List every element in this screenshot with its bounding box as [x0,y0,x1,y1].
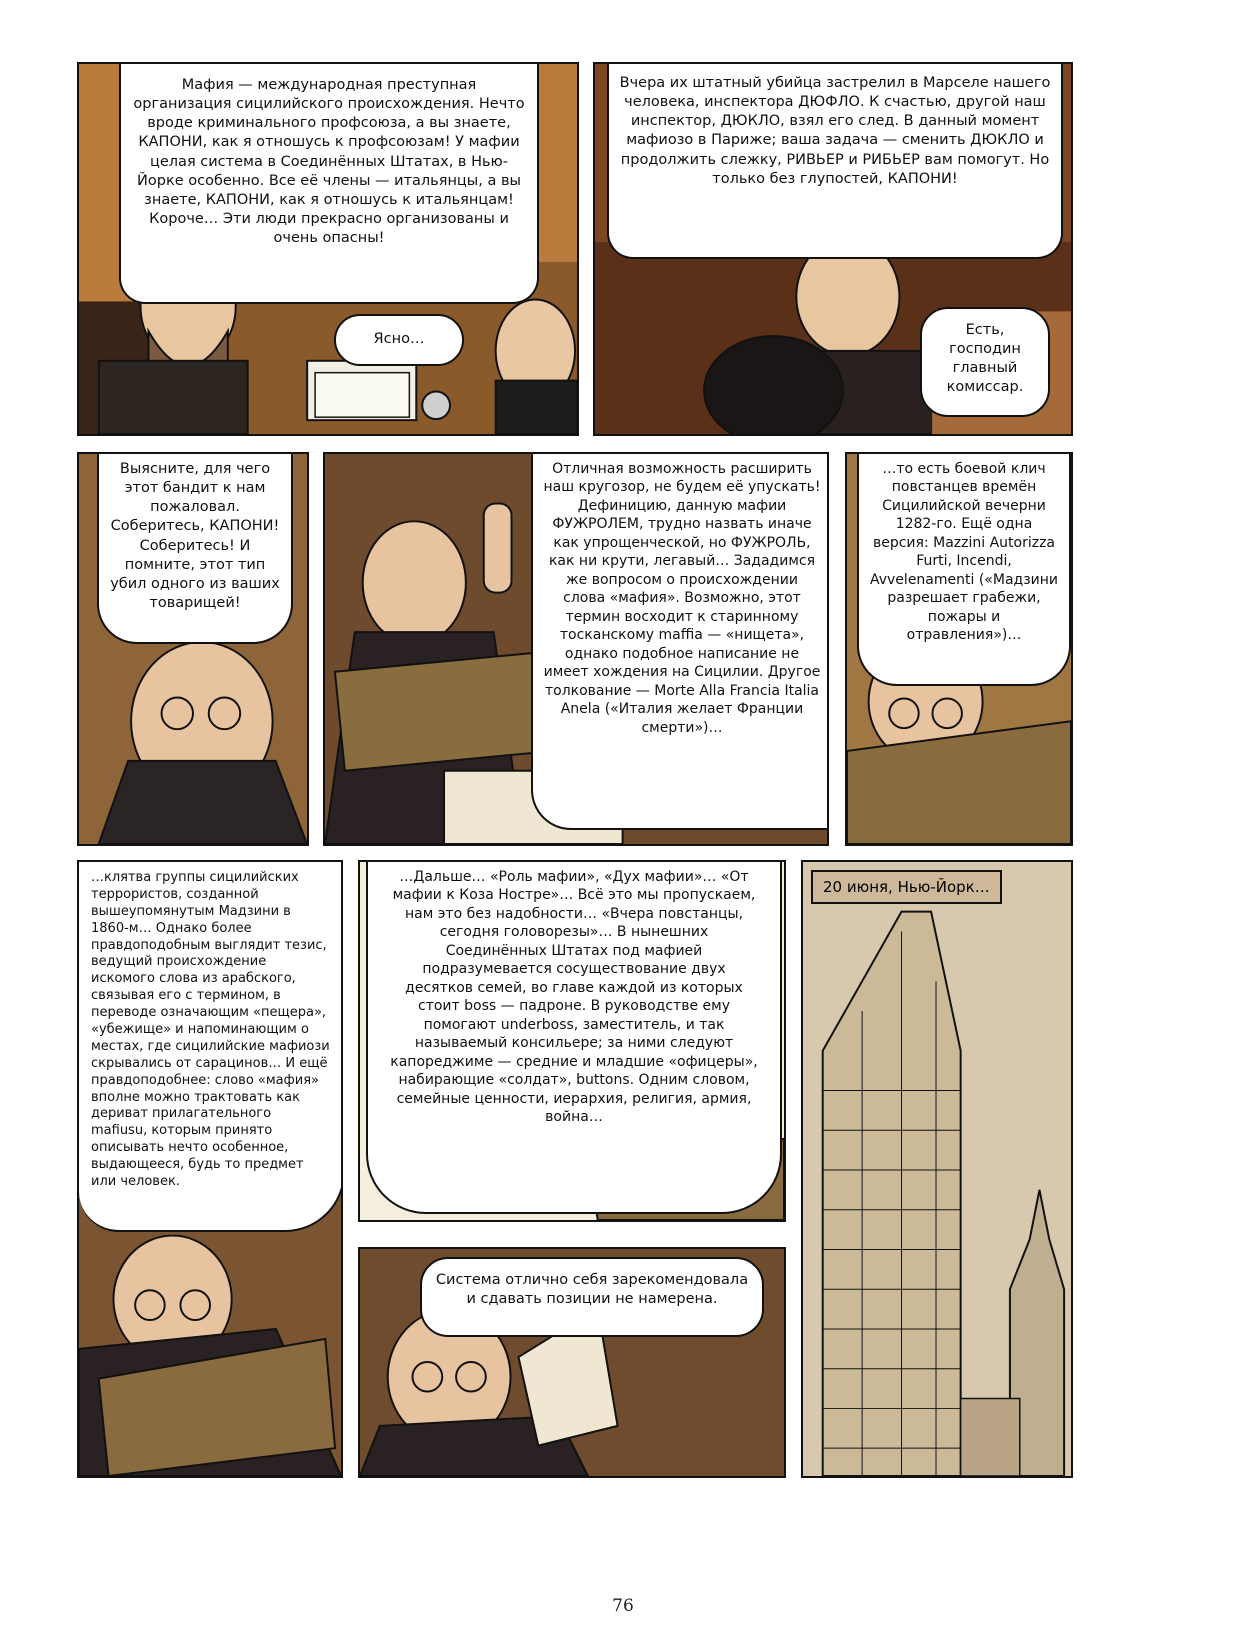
panel-5-speech-main: …то есть боевой клич повстанцев времён Сицилийской вечерни 1282-го. Ещё одна версия: Mazzini Autorizza Furti, Incendi, Avvelenamenti («Мадзини разрешает грабежи, пожары и отравления»)… [857,454,1071,686]
panel-6 [77,860,343,1478]
panel-9-art [803,862,1071,1476]
panel-7-speech-main: …Дальше… «Роль мафии», «Дух мафии»… «От мафии к Коза Ностре»… Всё это мы пропускаем, нам это без надобности… «Вчера повстанцы, сегодня головорезы»… В нынешних Соединённых Штатах под мафией подразумевается сосуществование двух десятков семей, во главе каждой из которых стоит boss — падроне. В руководстве ему помогают underboss, заместитель, и так называемый консильере; за ними следуют капореджиме — средние и младшие «офицеры», набирающие «солдат», buttons. Одним словом, семейные ценности, иерархия, религия, армия, война… [366,862,782,1214]
panel-2-speech-main: Вчера их штатный убийца застрелил в Марселе нашего человека, инспектора ДЮФЛО. К счастью, другой наш инспектор, ДЮКЛО, взял его след. В данный момент мафиозо в Париже; ваша задача — сменить ДЮКЛО и продолжить слежку, РИВЬЕР и РИБЬЕР вам помогут. Но только без глупостей, КАПОНИ! [607,64,1063,259]
panel-1 [77,62,579,436]
panel-3 [77,452,309,846]
panel-9 [801,860,1073,1478]
panel-2 [593,62,1073,436]
panel-8-speech-main: Система отлично себя зарекомендовала и сдавать позиции не намерена. [420,1257,764,1337]
panel-4-speech-main: Отличная возможность расширить наш кругозор, не будем её упускать! Дефиницию, данную мафии ФУЖРОЛЕМ, трудно назвать иначе как упрощенческой, но ФУЖРОЛЬ, как ни крути, легавый… Зададимся же вопросом о происхождении слова «мафия». Возможно, этот термин восходит к старинному тосканскому maffia — «нищета», однако подобное написание не имеет хождения на Сицилии. Другое толкование — Morte Alla Francia Italia Anela («Италия желает Франции смерти»)… [531,454,829,830]
panel-6-speech-main: …клятва группы сицилийских террористов, созданной вышеупомянутым Мадзини в 1860-м… Однако более правдоподобным выглядит тезис, ведущий происхождение искомого слова из арабского, связывая его с термином, в переводе означающим «пещера», «убежище» и напоминающим о местах, где сицилийские мафиози скрывались от сарацинов… И ещё правдоподобнее: слово «мафия» вполне можно трактовать как дериват прилагательного mafiusu, которым принято описывать нечто особенное, выдающееся, будь то предмет или человек. [79,862,343,1232]
panel-2-speech-reply: Есть, господин главный комиссар. [920,307,1050,417]
panel-7 [358,860,786,1222]
page-number: 76 [612,1596,634,1616]
panel-1-speech-main: Мафия — международная преступная организация сицилийского происхождения. Нечто вроде криминального профсоюза, а вы знаете, КАПОНИ, как я отношусь к профсоюзам! У мафии целая система в Соединённых Штатах, в Нью-Йорке особенно. Все её члены — итальянцы, а вы знаете, КАПОНИ, как я отношусь к итальянцам! Короче… Эти люди прекрасно организованы и очень опасны! [119,64,539,304]
panel-1-speech-reply: Ясно… [334,314,464,366]
panel-3-speech-main: Выясните, для чего этот бандит к нам пожаловал. Соберитесь, КАПОНИ! Соберитесь! И помните, этот тип убил одного из ваших товарищей! [97,454,293,644]
panel-9-caption: 20 июня, Нью-Йорк… [811,870,1002,904]
panel-5 [845,452,1073,846]
panel-4 [323,452,829,846]
panel-8 [358,1247,786,1478]
